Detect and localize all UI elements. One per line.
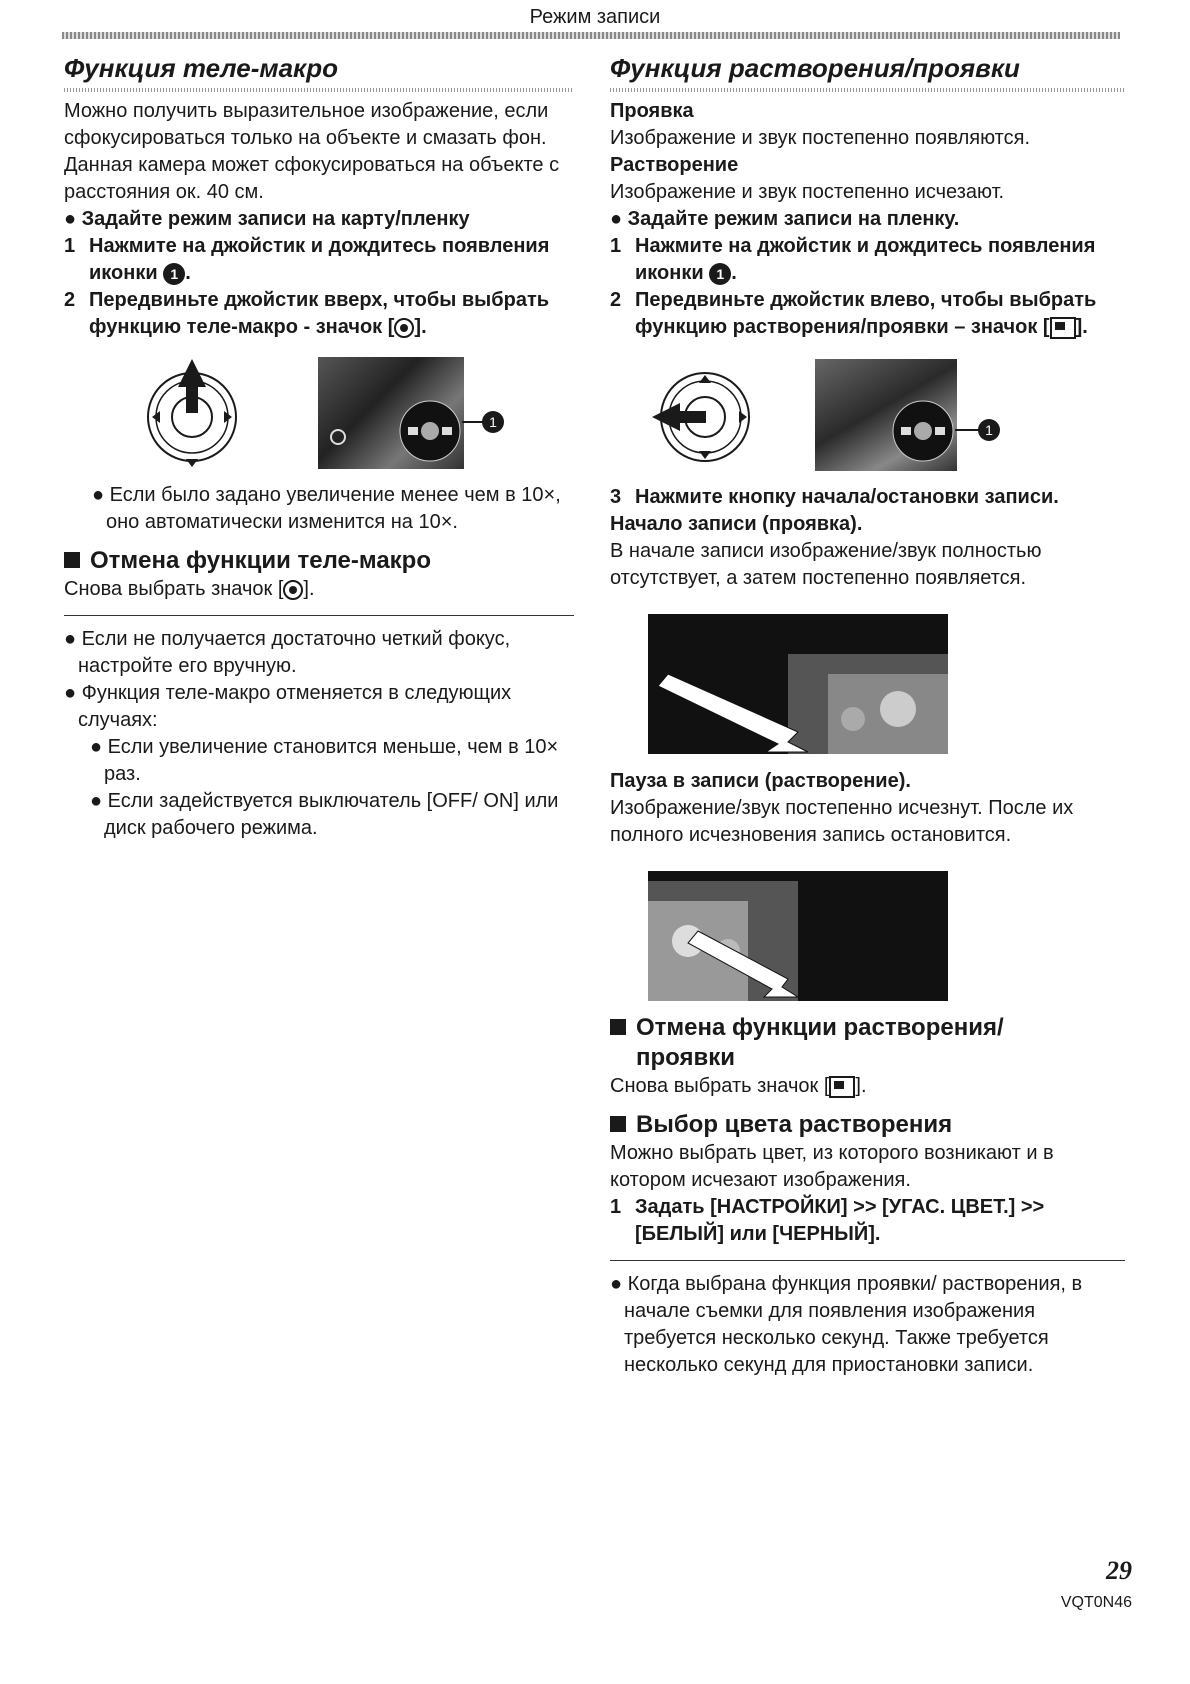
divider: [610, 88, 1125, 92]
cancel-fade-text: Снова выбрать значок [ ].: [610, 1075, 867, 1097]
callout-line: [462, 421, 484, 423]
callout-1-icon: 1: [709, 263, 731, 285]
fade-in-text: Изображение и звук постепенно появляются.: [610, 127, 1030, 149]
page-header: Режим записи: [529, 6, 661, 28]
fade-icon: [1050, 317, 1076, 339]
camera-screen-image: [815, 359, 957, 471]
pause-text: Изображение/звук постепенно исчезнут. После их полного исчезновения запись остановится.: [610, 797, 1074, 846]
document-code: VQT0N46: [1060, 1594, 1132, 1611]
callout-1-icon: 1: [978, 419, 1000, 441]
camera-screen-image: [318, 357, 464, 469]
fade-in-label: Проявка: [610, 100, 694, 122]
note-item: ● Если не получается достаточно четкий фокус, настройте его вручную.: [64, 628, 511, 677]
section-title-tele-macro: Функция теле-макро: [64, 53, 338, 83]
section-title-fade: Функция растворения/проявки: [610, 53, 1020, 83]
callout-1-icon: 1: [163, 263, 185, 285]
fade-icon: [829, 1076, 855, 1098]
divider: [64, 88, 574, 92]
right-column: [610, 52, 1125, 1379]
callout-1-icon: 1: [482, 411, 504, 433]
pause-label: Пауза в записи (растворение).: [610, 770, 911, 792]
subnote-item: ● Если увеличение становится меньше, чем в 10× раз.: [90, 736, 559, 785]
joystick-up-icon: [142, 357, 242, 472]
mode-bullet: ● Задайте режим записи на карту/пленку: [64, 208, 470, 230]
start-text: В начале записи изображение/звук полностью отсутствует, а затем постепенно появляется.: [610, 540, 1042, 589]
zoom-note: ● Если было задано увеличение менее чем в 10×, оно автоматически изменится на 10×.: [92, 484, 561, 533]
fade-out-label: Растворение: [610, 154, 739, 176]
joystick-left-icon: [650, 359, 760, 474]
start-label: Начало записи (проявка).: [610, 513, 863, 535]
step-2: 2 Передвиньте джойстик вверх, чтобы выбрать функцию теле-макро - значок [ ].: [64, 289, 550, 338]
note-item: ● Когда выбрана функция проявки/ растворения, в начале съемки для появления изображения требуется несколько секунд. Также требуется несколько секунд для приостановки записи.: [610, 1273, 1083, 1376]
cancel-tele-text: Снова выбрать значок [ ].: [64, 578, 315, 600]
header-bar: [62, 32, 1120, 39]
fade-in-illustration: [648, 614, 948, 754]
tele-macro-icon: [283, 580, 303, 600]
mode-bullet: ● Задайте режим записи на пленку.: [610, 208, 960, 230]
figure-joystick-tele: [64, 357, 574, 472]
step-1: 1 Нажмите на джойстик и дождитесь появления иконки 1 .: [610, 235, 1096, 284]
fade-color-text: Можно выбрать цвет, из которого возникают и в котором исчезают изображения.: [610, 1142, 1054, 1191]
cancel-fade-heading: Отмена функции растворения/ проявки: [610, 1013, 1125, 1073]
left-column: [64, 52, 574, 842]
intro-text: Можно получить выразительное изображение, если сфокусироваться только на объекте и смазать фон. Данная камера может сфокусироваться на объекте с расстояния ок. 40 см.: [64, 100, 560, 203]
step-1: 1 Нажмите на джойстик и дождитесь появления иконки 1 .: [64, 235, 550, 284]
tele-macro-icon: [394, 318, 414, 338]
note-item: ● Функция теле-макро отменяется в следующих случаях:: [64, 682, 512, 731]
subnote-item: ● Если задействуется выключатель [OFF/ ON] или диск рабочего режима.: [90, 790, 559, 839]
figure-joystick-fade: [610, 359, 1125, 474]
fade-color-step-1: 1 Задать [НАСТРОЙКИ] >> [УГАС. ЦВЕТ.] >> [БЕЛЫЙ] или [ЧЕРНЫЙ].: [610, 1196, 1045, 1245]
step-3: 3 Нажмите кнопку начала/остановки записи.: [610, 486, 1059, 508]
page-number: 29: [1106, 1556, 1132, 1585]
divider-rule: [64, 615, 574, 616]
cancel-tele-heading: Отмена функции теле-макро: [64, 546, 574, 576]
fade-color-heading: Выбор цвета растворения: [610, 1110, 1125, 1140]
fade-out-text: Изображение и звук постепенно исчезают.: [610, 181, 1005, 203]
divider-rule: [610, 1260, 1125, 1261]
step-2: 2 Передвиньте джойстик влево, чтобы выбрать функцию растворения/проявки – значок [ ].: [610, 289, 1097, 338]
fade-out-illustration: [648, 871, 948, 1001]
